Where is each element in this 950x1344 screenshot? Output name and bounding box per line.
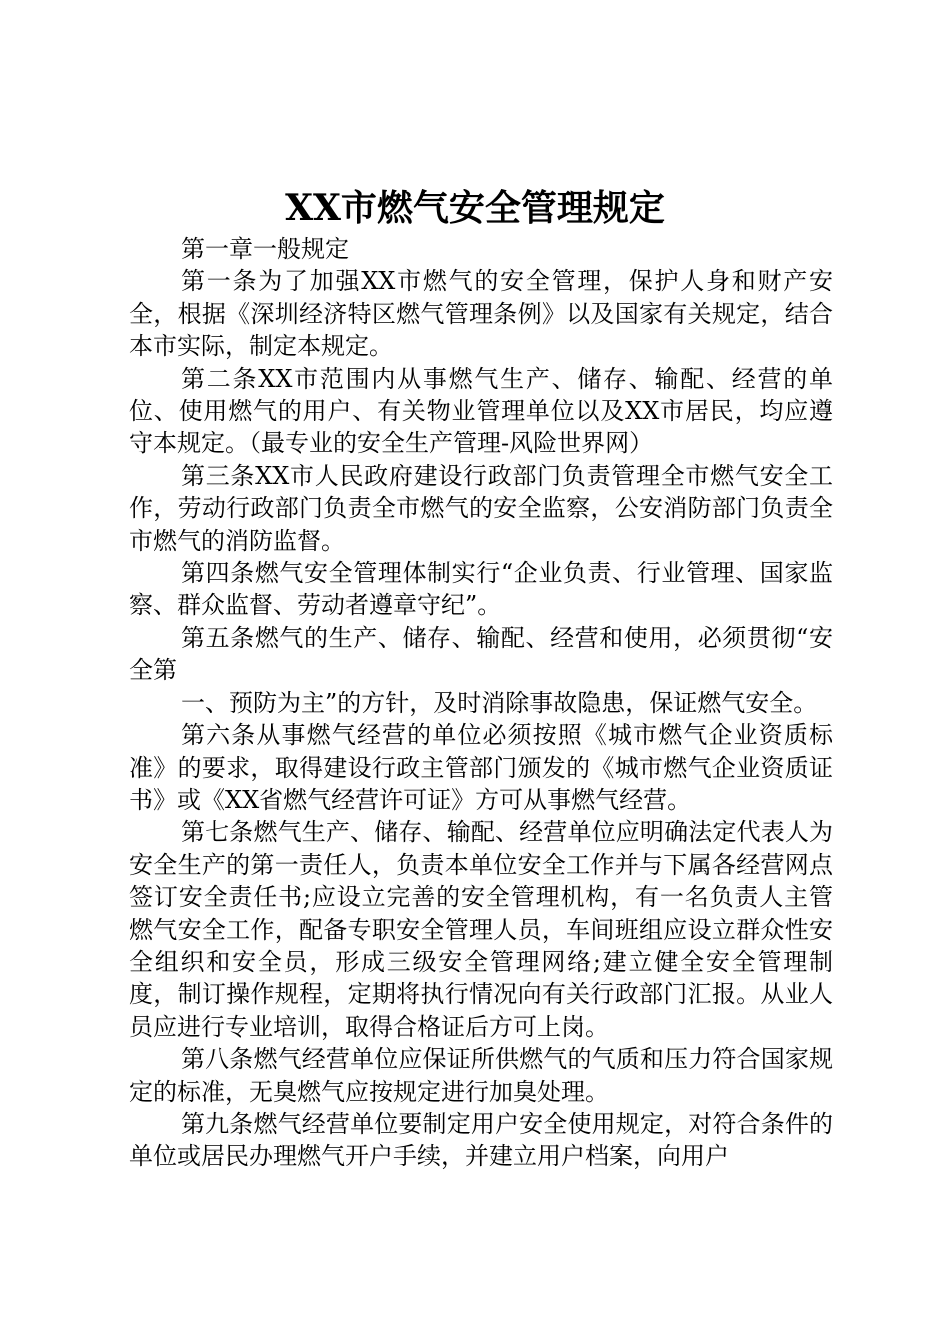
article-5: 第五条燃气的生产、储存、输配、经营和使用，必须贯彻“安全第 [129,623,833,685]
article-6: 第六条从事燃气经营的单位必须按照《城市燃气企业资质标准》的要求，取得建设行政主管部门颁发的《城市燃气企业资质证书》或《XX省燃气经营许可证》方可从事燃气经营。 [129,721,833,814]
chapter-heading: 第一章一般规定 [181,235,349,263]
article-1: 第一条为了加强XX市燃气的安全管理，保护人身和财产安全，根据《深圳经济特区燃气管理条例》以及国家有关规定，结合本市实际，制定本规定。 [129,267,833,361]
article-3: 第三条XX市人民政府建设行政部门负责管理全市燃气安全工作，劳动行政部门负责全市燃气的安全监察，公安消防部门负责全市燃气的消防监督。 [129,461,833,555]
article-5-continued: 一、预防为主”的方针，及时消除事故隐患，保证燃气安全。 [181,688,818,717]
document-body [129,233,833,1173]
article-7: 第七条燃气生产、储存、输配、经营单位应明确法定代表人为安全生产的第一责任人，负责本单位安全工作并与下属各经营网点签订安全责任书;应设立完善的安全管理机构，有一名负责人主管燃气安全工作，配备专职安全管理人员，车间班组应设立群众性安全组织和安全员，形成三级安全管理网络;建立健全安全管理制度，制订操作规程，定期将执行情况向有关行政部门汇报。从业人员应进行专业培训，取得合格证后方可上岗。 [129,818,833,1041]
article-2: 第二条XX市范围内从事燃气生产、储存、输配、经营的单位、使用燃气的用户、有关物业管理单位以及XX市居民，均应遵守本规定。（最专业的安全生产管理-风险世界网） [129,364,833,458]
article-9: 第九条燃气经营单位要制定用户安全使用规定，对符合条件的单位或居民办理燃气开户手续，并建立用户档案，向用户 [129,1109,833,1171]
article-8: 第八条燃气经营单位应保证所供燃气的气质和压力符合国家规定的标准，无臭燃气应按规定进行加臭处理。 [129,1045,833,1106]
article-4: 第四条燃气安全管理体制实行“企业负责、行业管理、国家监察、群众监督、劳动者遵章守纪”。 [129,559,833,620]
document-title: XX市燃气安全管理规定 [285,187,665,229]
